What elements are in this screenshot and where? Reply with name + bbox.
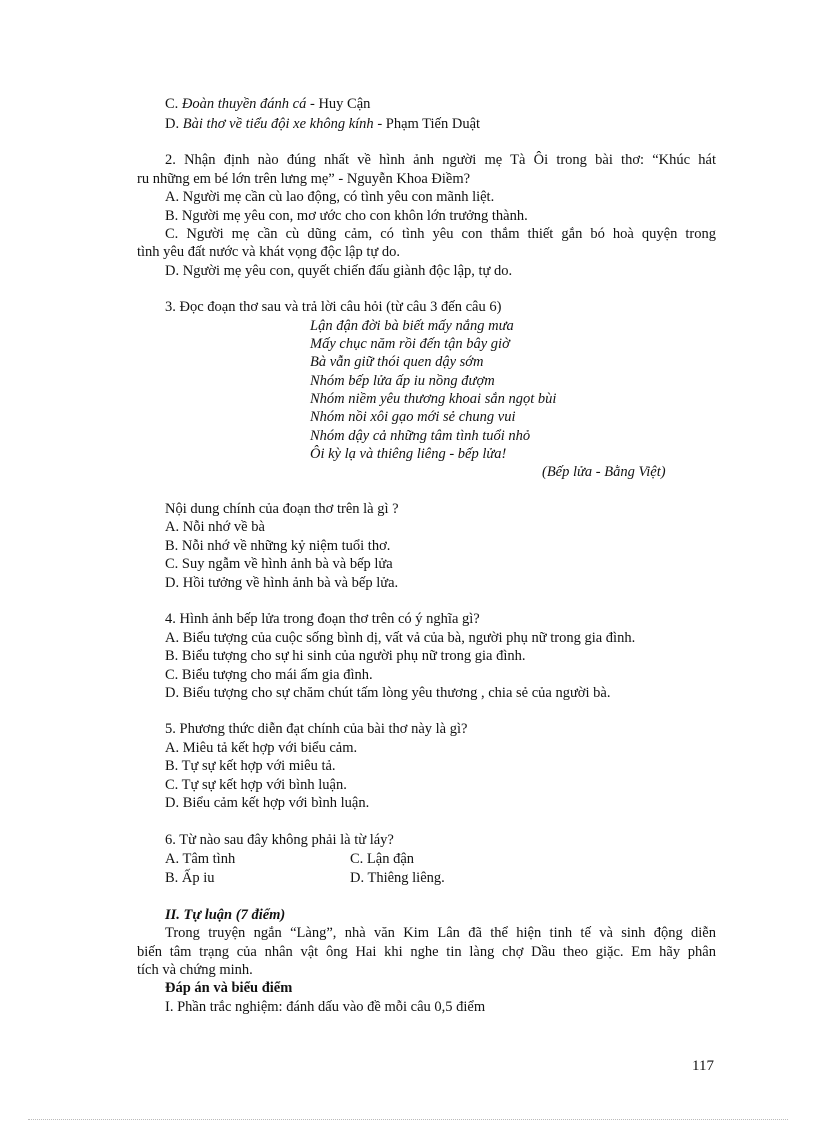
q4-question: 4. Hình ảnh bếp lửa trong đoạn thơ trên có ý nghĩa gì?: [165, 611, 480, 627]
answers-heading: Đáp án và biểu điểm: [165, 980, 293, 996]
author: - Phạm Tiến Duật: [373, 116, 481, 132]
option-c-line: [165, 95, 370, 113]
q3-prompt: 3. Đọc đoạn thơ sau và trả lời câu hỏi (từ câu 3 đến câu 6): [165, 299, 502, 315]
q5-option-a: A. Miêu tả kết hợp với biểu cảm.: [165, 740, 358, 756]
q2-line-1: 2. Nhận định nào đúng nhất về hình ảnh người mẹ Tà Ôi trong bài thơ: “Khúc hát: [165, 152, 716, 168]
poem-line: Nhóm dậy cả những tâm tình tuổi nhỏ: [310, 428, 531, 444]
option-d-line: [165, 115, 480, 133]
q6-option-c: C. Lận đận: [350, 851, 415, 867]
q5-option-b: B. Tự sự kết hợp với miêu tả.: [165, 758, 336, 774]
poem-line: Lận đận đời bà biết mấy nắng mưa: [310, 318, 514, 334]
q2-option-c-cont: tình yêu đất nước và khát vọng độc lập tự do.: [137, 244, 400, 260]
q5-option-d: D. Biểu cảm kết hợp với bình luận.: [165, 795, 370, 811]
work-title: Bài thơ về tiểu đội xe không kính: [182, 116, 374, 132]
q6-option-b: B. Ấp iu: [165, 870, 215, 886]
poem-line: Nhóm nồi xôi gạo mới sẻ chung vui: [310, 409, 516, 425]
q2-option-b: B. Người mẹ yêu con, mơ ước cho con khôn lớn trưởng thành.: [165, 208, 528, 224]
poem-line: Mấy chục năm rồi đến tận bây giờ: [310, 336, 510, 352]
q2-option-c: C. Người mẹ cần cù dũng cảm, có tình yêu con thắm thiết gắn bó hoà quyện trong: [165, 226, 716, 242]
q3-option-a: A. Nỗi nhớ về bà: [165, 519, 265, 535]
poem-line: Ôi kỳ lạ và thiêng liêng - bếp lửa!: [310, 446, 507, 462]
q5-option-c: C. Tự sự kết hợp với bình luận.: [165, 777, 347, 793]
poem-source: (Bếp lửa - Bằng Việt): [542, 464, 666, 480]
poem-line: Nhóm bếp lửa ấp iu nồng đượm: [310, 373, 495, 389]
q3-option-d: D. Hồi tưởng về hình ảnh bà và bếp lửa.: [165, 575, 399, 591]
q5-question: 5. Phương thức diễn đạt chính của bài thơ này là gì?: [165, 721, 468, 737]
page-number: 117: [692, 1058, 714, 1074]
q6-question: 6. Từ nào sau đây không phải là từ láy?: [165, 832, 394, 848]
part2-para-line-1: Trong truyện ngắn “Làng”, nhà văn Kim Lân đã thể hiện tinh tế và sinh động diễn: [165, 925, 716, 941]
option-prefix: D.: [165, 116, 183, 132]
footer-divider: [28, 1119, 788, 1120]
q2-option-a: A. Người mẹ cần cù lao động, có tình yêu con mãnh liệt.: [165, 189, 495, 205]
part2-para-line-3: tích và chứng minh.: [137, 962, 253, 978]
q3-option-c: C. Suy ngẫm về hình ảnh bà và bếp lửa: [165, 556, 393, 572]
q4-option-b: B. Biểu tượng cho sự hi sinh của người phụ nữ trong gia đình.: [165, 648, 526, 664]
q4-option-d: D. Biểu tượng cho sự chăm chút tấm lòng yêu thương , chia sẻ của người bà.: [165, 685, 611, 701]
q3-question: Nội dung chính của đoạn thơ trên là gì ?: [165, 501, 399, 517]
q4-option-a: A. Biểu tượng của cuộc sống bình dị, vất vả của bà, người phụ nữ trong gia đình.: [165, 630, 636, 646]
author: - Huy Cận: [306, 96, 371, 112]
poem-line: Nhóm niềm yêu thương khoai sắn ngọt bùi: [310, 391, 557, 407]
q4-option-c: C. Biểu tượng cho mái ấm gia đình.: [165, 667, 373, 683]
answers-line: I. Phần trắc nghiệm: đánh dấu vào đề mỗi câu 0,5 điểm: [165, 999, 486, 1015]
q3-option-b: B. Nỗi nhớ về những kỷ niệm tuổi thơ.: [165, 538, 391, 554]
q6-option-a: A. Tâm tình: [165, 851, 236, 867]
q2-option-d: D. Người mẹ yêu con, quyết chiến đấu giành độc lập, tự do.: [165, 263, 513, 279]
q2-line-2: ru những em bé lớn trên lưng mẹ” - Nguyễn Khoa Điềm?: [137, 171, 471, 187]
option-prefix: C.: [165, 96, 182, 112]
part2-heading: II. Tự luận (7 điểm): [165, 907, 286, 923]
q6-option-d: D. Thiêng liêng.: [350, 870, 445, 886]
poem-line: Bà vẫn giữ thói quen dậy sớm: [310, 354, 484, 370]
work-title: Đoàn thuyền đánh cá: [181, 96, 307, 112]
part2-para-line-2: biến tâm trạng của nhân vật ông Hai khi nghe tin làng chợ Dầu theo giặc. Em hãy phân: [137, 944, 716, 960]
